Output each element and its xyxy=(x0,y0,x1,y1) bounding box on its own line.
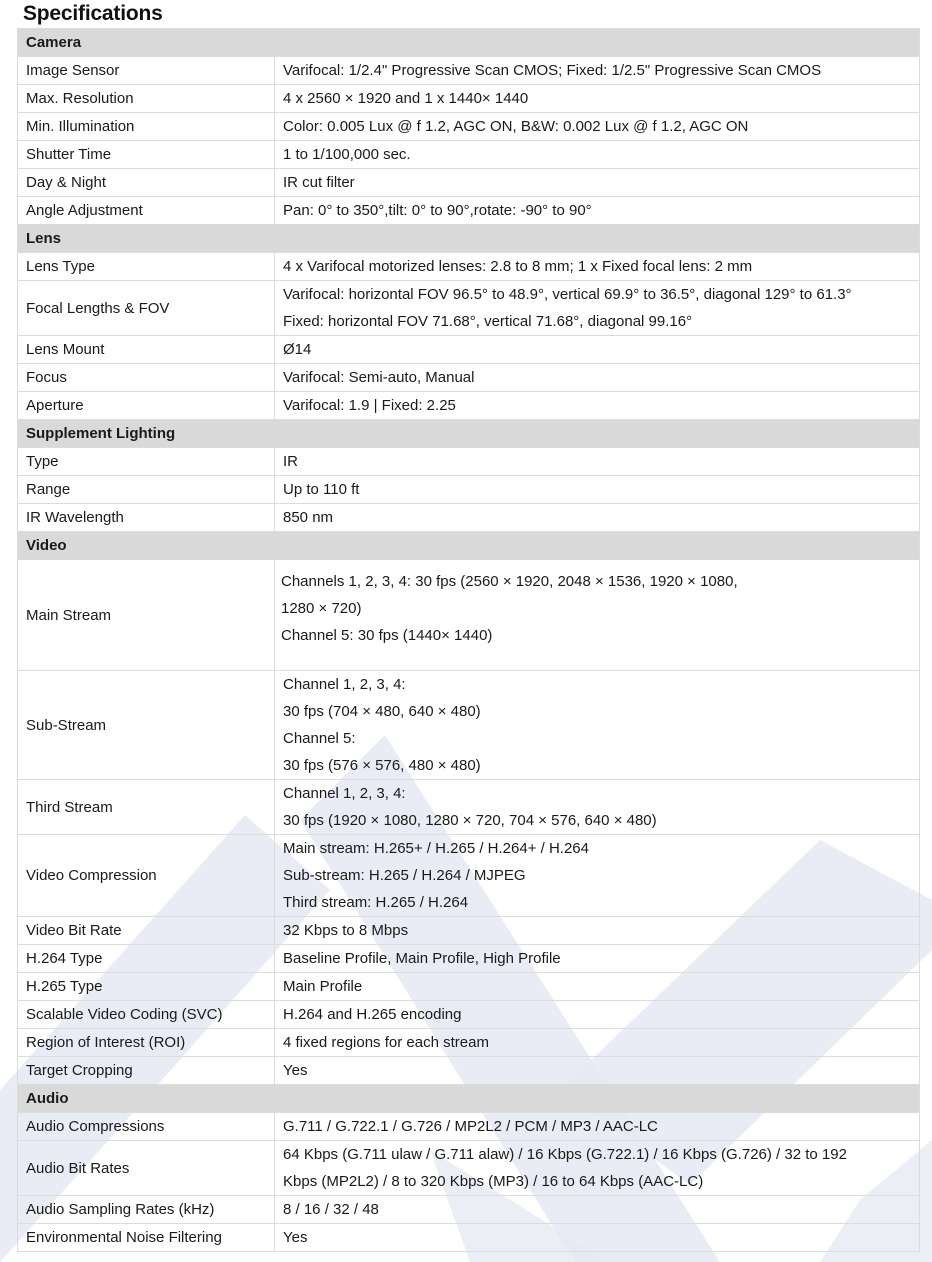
spec-value-line: H.264 and H.265 encoding xyxy=(283,1006,462,1023)
spec-value xyxy=(275,113,920,141)
spec-value-line: 8 / 16 / 32 / 48 xyxy=(283,1201,379,1218)
section-header xyxy=(18,420,920,448)
spec-row xyxy=(18,671,920,780)
spec-value-line: 64 Kbps (G.711 ulaw / G.711 alaw) / 16 Kbps (G.722.1) / 16 Kbps (G.726) / 32 to 192 xyxy=(283,1146,847,1163)
spec-value-line: Ø14 xyxy=(283,341,312,358)
spec-row xyxy=(18,1029,920,1057)
spec-label: Environmental Noise Filtering xyxy=(18,1224,275,1252)
spec-label: Audio Compressions xyxy=(18,1113,275,1141)
spec-table xyxy=(17,28,920,1252)
spec-value-line: 30 fps (704 × 480, 640 × 480) xyxy=(283,703,481,720)
spec-label: Shutter Time xyxy=(18,141,275,169)
spec-label: Target Cropping xyxy=(18,1057,275,1085)
spec-row xyxy=(18,364,920,392)
spec-value-line: Channel 5: 30 fps (1440× 1440) xyxy=(281,627,493,644)
spec-label: Sub-Stream xyxy=(18,671,275,780)
spec-value xyxy=(275,197,920,225)
spec-value-line: Main stream: H.265+ / H.265 / H.264+ / H.264 xyxy=(283,840,589,857)
spec-row xyxy=(18,253,920,281)
spec-value xyxy=(275,1029,920,1057)
spec-value-line: IR cut filter xyxy=(283,174,355,191)
spec-row xyxy=(18,476,920,504)
spec-value xyxy=(275,336,920,364)
spec-label: Audio Sampling Rates (kHz) xyxy=(18,1196,275,1224)
spec-value-line: Main Profile xyxy=(283,978,363,995)
spec-label: Focus xyxy=(18,364,275,392)
spec-label: IR Wavelength xyxy=(18,504,275,532)
spec-label: Video Bit Rate xyxy=(18,917,275,945)
spec-row xyxy=(18,392,920,420)
spec-value xyxy=(275,85,920,113)
spec-value xyxy=(275,1196,920,1224)
spec-value xyxy=(275,560,920,671)
spec-value-line: Varifocal: horizontal FOV 96.5° to 48.9°, vertical 69.9° to 36.5°, diagonal 129° to 61.3° xyxy=(283,286,852,303)
spec-label: H.264 Type xyxy=(18,945,275,973)
section-header xyxy=(18,225,920,253)
spec-value-line: IR xyxy=(283,453,298,470)
spec-value-line: Color: 0.005 Lux @ f 1.2, AGC ON, B&W: 0.002 Lux @ f 1.2, AGC ON xyxy=(283,118,749,135)
spec-value-line: Channel 1, 2, 3, 4: xyxy=(283,676,406,693)
spec-value xyxy=(275,1057,920,1085)
spec-label: Max. Resolution xyxy=(18,85,275,113)
spec-row xyxy=(18,1113,920,1141)
spec-row xyxy=(18,835,920,917)
spec-value-line: Up to 110 ft xyxy=(283,481,360,498)
spec-row xyxy=(18,917,920,945)
section-title: Camera xyxy=(18,29,920,57)
spec-value xyxy=(275,476,920,504)
spec-value xyxy=(275,448,920,476)
spec-value-line: Channel 5: xyxy=(283,730,356,747)
spec-value xyxy=(275,945,920,973)
spec-row xyxy=(18,281,920,336)
spec-value-line: Yes xyxy=(283,1062,308,1079)
page-title: Specifications xyxy=(23,2,163,25)
spec-value xyxy=(275,281,920,336)
spec-row xyxy=(18,336,920,364)
spec-label: Third Stream xyxy=(18,780,275,835)
spec-value xyxy=(275,392,920,420)
spec-row xyxy=(18,945,920,973)
spec-label: Day & Night xyxy=(18,169,275,197)
spec-value-line: Sub-stream: H.265 / H.264 / MJPEG xyxy=(283,867,526,884)
spec-value xyxy=(275,253,920,281)
spec-value-line: 32 Kbps to 8 Mbps xyxy=(283,922,409,939)
spec-value-line: Channel 1, 2, 3, 4: xyxy=(283,785,406,802)
spec-value-line: Varifocal: Semi-auto, Manual xyxy=(283,369,475,386)
section-title: Audio xyxy=(18,1085,920,1113)
spec-label: Main Stream xyxy=(18,560,275,671)
spec-label: Lens Mount xyxy=(18,336,275,364)
spec-value-line: Fixed: horizontal FOV 71.68°, vertical 71.68°, diagonal 99.16° xyxy=(283,313,693,330)
spec-row xyxy=(18,197,920,225)
spec-value-line: Pan: 0° to 350°,tilt: 0° to 90°,rotate: -90° to 90° xyxy=(283,202,592,219)
spec-row xyxy=(18,85,920,113)
spec-value-line: 4 x Varifocal motorized lenses: 2.8 to 8 mm; 1 x Fixed focal lens: 2 mm xyxy=(283,258,753,275)
spec-value-line: G.711 / G.722.1 / G.726 / MP2L2 / PCM / MP3 / AAC-LC xyxy=(283,1118,658,1135)
spec-row xyxy=(18,1141,920,1196)
spec-value-line: 30 fps (576 × 576, 480 × 480) xyxy=(283,757,481,774)
spec-value xyxy=(275,1001,920,1029)
spec-value-line: 4 x 2560 × 1920 and 1 x 1440× 1440 xyxy=(283,90,529,107)
spec-value xyxy=(275,364,920,392)
spec-value-line: Yes xyxy=(283,1229,308,1246)
section-header xyxy=(18,1085,920,1113)
spec-value-line: Varifocal: 1/2.4" Progressive Scan CMOS; Fixed: 1/2.5" Progressive Scan CMOS xyxy=(283,62,822,79)
spec-value xyxy=(275,1224,920,1252)
spec-row xyxy=(18,1057,920,1085)
spec-label: H.265 Type xyxy=(18,973,275,1001)
spec-label: Focal Lengths & FOV xyxy=(18,281,275,336)
spec-value-line: 1 to 1/100,000 sec. xyxy=(283,146,411,163)
spec-label: Range xyxy=(18,476,275,504)
spec-value xyxy=(275,973,920,1001)
section-header xyxy=(18,29,920,57)
spec-row xyxy=(18,141,920,169)
spec-row xyxy=(18,973,920,1001)
spec-value-line: Third stream: H.265 / H.264 xyxy=(283,894,469,911)
spec-row xyxy=(18,169,920,197)
spec-row xyxy=(18,504,920,532)
spec-row xyxy=(18,1224,920,1252)
spec-value xyxy=(275,835,920,917)
spec-row xyxy=(18,113,920,141)
spec-row xyxy=(18,1196,920,1224)
spec-row xyxy=(18,560,920,671)
spec-label: Lens Type xyxy=(18,253,275,281)
spec-value-line: 4 fixed regions for each stream xyxy=(283,1034,489,1051)
spec-row xyxy=(18,1001,920,1029)
spec-value xyxy=(275,504,920,532)
spec-row xyxy=(18,780,920,835)
spec-value-line: Varifocal: 1.9 | Fixed: 2.25 xyxy=(283,397,456,414)
section-title: Supplement Lighting xyxy=(18,420,920,448)
spec-label: Audio Bit Rates xyxy=(18,1141,275,1196)
spec-value xyxy=(275,917,920,945)
spec-label: Region of Interest (ROI) xyxy=(18,1029,275,1057)
spec-row xyxy=(18,57,920,85)
spec-label: Angle Adjustment xyxy=(18,197,275,225)
spec-value xyxy=(275,780,920,835)
spec-value-line: Channels 1, 2, 3, 4: 30 fps (2560 × 1920, 2048 × 1536, 1920 × 1080, xyxy=(281,573,738,590)
section-title: Video xyxy=(18,532,920,560)
spec-value-line: 1280 × 720) xyxy=(281,600,362,617)
spec-value xyxy=(275,1113,920,1141)
spec-row xyxy=(18,448,920,476)
spec-value-line: 850 nm xyxy=(283,509,334,526)
spec-value-line: Kbps (MP2L2) / 8 to 320 Kbps (MP3) / 16 to 64 Kbps (AAC-LC) xyxy=(283,1173,704,1190)
spec-value xyxy=(275,57,920,85)
spec-label: Min. Illumination xyxy=(18,113,275,141)
section-header xyxy=(18,532,920,560)
spec-label: Aperture xyxy=(18,392,275,420)
spec-label: Scalable Video Coding (SVC) xyxy=(18,1001,275,1029)
spec-label: Image Sensor xyxy=(18,57,275,85)
section-title: Lens xyxy=(18,225,920,253)
spec-value-line: 30 fps (1920 × 1080, 1280 × 720, 704 × 576, 640 × 480) xyxy=(283,812,657,829)
spec-value xyxy=(275,1141,920,1196)
spec-value xyxy=(275,671,920,780)
spec-label: Video Compression xyxy=(18,835,275,917)
spec-value xyxy=(275,141,920,169)
spec-value-line: Baseline Profile, Main Profile, High Profile xyxy=(283,950,561,967)
spec-label: Type xyxy=(18,448,275,476)
spec-value xyxy=(275,169,920,197)
